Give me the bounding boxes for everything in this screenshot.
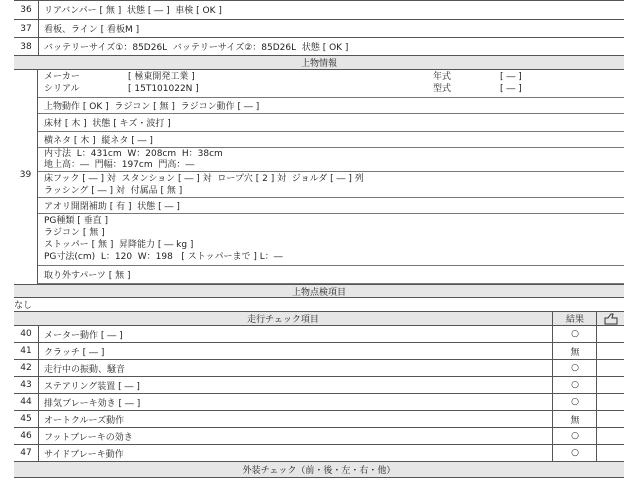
floor-line [38, 114, 624, 132]
icon-column-divider [596, 326, 597, 342]
pg-dimensions: PG寸法(cm) L：120 W：198 [ ストッパーまで ] L：― [44, 252, 283, 262]
hand-thumb-icon [596, 312, 625, 325]
row-39-details [38, 70, 624, 284]
drive-check-result: 無 [552, 411, 597, 427]
result-header: 結果 [552, 312, 597, 325]
operation-line [38, 98, 624, 114]
drive-check-row [14, 343, 624, 360]
beam-text: 横ネタ [ 木 ] 縦ネタ [ ― ] [44, 136, 153, 146]
row-number: 36 [14, 0, 39, 19]
row-number: 39 [19, 170, 32, 180]
serial-label: シリアル [44, 84, 80, 94]
row-number: 41 [14, 343, 39, 359]
drive-check-result: ○ [552, 360, 597, 376]
serial-value: [ 15T101022N ] [128, 84, 199, 94]
model-label: 型式 [433, 84, 452, 94]
row-number: 46 [14, 428, 39, 444]
icon-column-divider [596, 428, 597, 444]
drive-check-label: 走行中の振動、騒音 [44, 364, 126, 375]
ground-height: 地上高：― 門幅：197cm 門高：― [44, 160, 195, 170]
row-text: バッテリーサイズ①：85D26L バッテリーサイズ②：85D26L 状態 [ OK ] [44, 43, 349, 53]
beam-line [38, 132, 624, 148]
row-number: 45 [14, 411, 39, 427]
row-39-number-cell [14, 70, 38, 284]
row-number: 40 [14, 326, 39, 342]
hooks-line-1: 床フック [ ― ] 対 スタンション [ ― ] 対 ロープ穴 [ 2 ] 対 ジョルダ [ ― ] 列 [44, 174, 364, 184]
row-number: 38 [14, 38, 39, 55]
icon-column-divider [596, 343, 597, 359]
drive-check-label: クラッチ [ ― ] [44, 347, 105, 358]
maker-value: [ 極東開発工業 ] [128, 72, 195, 82]
icon-column-divider [596, 394, 597, 410]
drive-check-row [14, 360, 624, 377]
drive-check-result: ○ [552, 377, 597, 393]
row-text: リアバンパー [ 無 ] 状態 [ ― ] 車検 [ OK ] [44, 6, 222, 16]
drive-check-header [14, 312, 624, 326]
upper-section-title: 上物情報 [14, 56, 624, 70]
drive-check-row [14, 428, 624, 445]
inspection-note-row [14, 298, 624, 312]
row-37 [14, 20, 624, 38]
icon-column-divider [596, 377, 597, 393]
icon-column-divider [596, 445, 597, 461]
icon-column-divider [596, 360, 597, 376]
row-38 [14, 38, 624, 56]
icon-column-divider [596, 411, 597, 427]
drive-check-label: メーター動作 [ ― ] [44, 330, 123, 341]
drive-check-row [14, 445, 624, 462]
drive-check-row [14, 394, 624, 411]
row-text: 看板、ライン [ 看板M ] [44, 25, 140, 35]
power-gate-block [38, 214, 624, 266]
drive-check-label: サイドブレーキ動作 [44, 449, 124, 460]
drive-check-row [14, 326, 624, 343]
maker-label: メーカー [44, 72, 80, 82]
exterior-section-title: 外装チェック（前・後・左・右・他） [14, 462, 624, 478]
drive-check-label: ステアリング装置 [ ― ] [44, 381, 140, 392]
inner-dimensions: 内寸法 L：431cm W：208cm H：38cm [44, 149, 223, 159]
model-value: [ ― ] [500, 84, 522, 94]
dimensions-block [38, 148, 624, 172]
inspection-section-title: 上物点検項目 [14, 284, 624, 298]
row-number: 42 [14, 360, 39, 376]
drive-check-result: ○ [552, 445, 597, 461]
drive-check-result: ○ [552, 394, 597, 410]
gate-assist-text: アオリ開閉補助 [ 有 ] 状態 [ ― ] [44, 202, 180, 212]
row-number: 37 [14, 20, 39, 37]
removable-parts-line [38, 266, 624, 284]
year-value: [ ― ] [500, 72, 522, 82]
row-number: 47 [14, 445, 39, 461]
pg-type: PG種類 [ 垂直 ] [44, 216, 109, 226]
pg-stopper: ストッパー [ 無 ] 昇降能力 [ ― kg ] [44, 240, 194, 250]
operation-text: 上物動作 [ OK ] ラジコン [ 無 ] ラジコン動作 [ ― ] [44, 102, 260, 112]
floor-text: 床材 [ 木 ] 状態 [ キズ・波打 ] [44, 119, 171, 129]
drive-check-row [14, 377, 624, 394]
row-36 [14, 0, 624, 20]
drive-check-result: ○ [552, 326, 597, 342]
removable-parts-text: 取り外すパーツ [ 無 ] [44, 271, 131, 281]
inspection-note: なし [14, 301, 33, 311]
row-number: 44 [14, 394, 39, 410]
drive-check-label: 排気ブレーキ効き [ ― ] [44, 398, 141, 409]
year-label: 年式 [433, 72, 452, 82]
drive-check-label: フットブレーキの効き [44, 432, 133, 443]
row-number: 43 [14, 377, 39, 393]
drive-check-result: 無 [552, 343, 597, 359]
gate-assist-line [38, 198, 624, 214]
hooks-block [38, 172, 624, 198]
drive-check-result: ○ [552, 428, 597, 444]
maker-serial-block [38, 70, 624, 98]
drive-check-label: オートクルーズ動作 [44, 415, 125, 426]
drive-check-row [14, 411, 624, 428]
hooks-line-2: ラッシング [ ― ] 対 付属品 [ 無 ] [44, 186, 183, 196]
drive-check-title: 走行チェック項目 [247, 315, 319, 325]
inspection-sheet [14, 0, 624, 480]
pg-radio: ラジコン [ 無 ] [44, 228, 105, 238]
